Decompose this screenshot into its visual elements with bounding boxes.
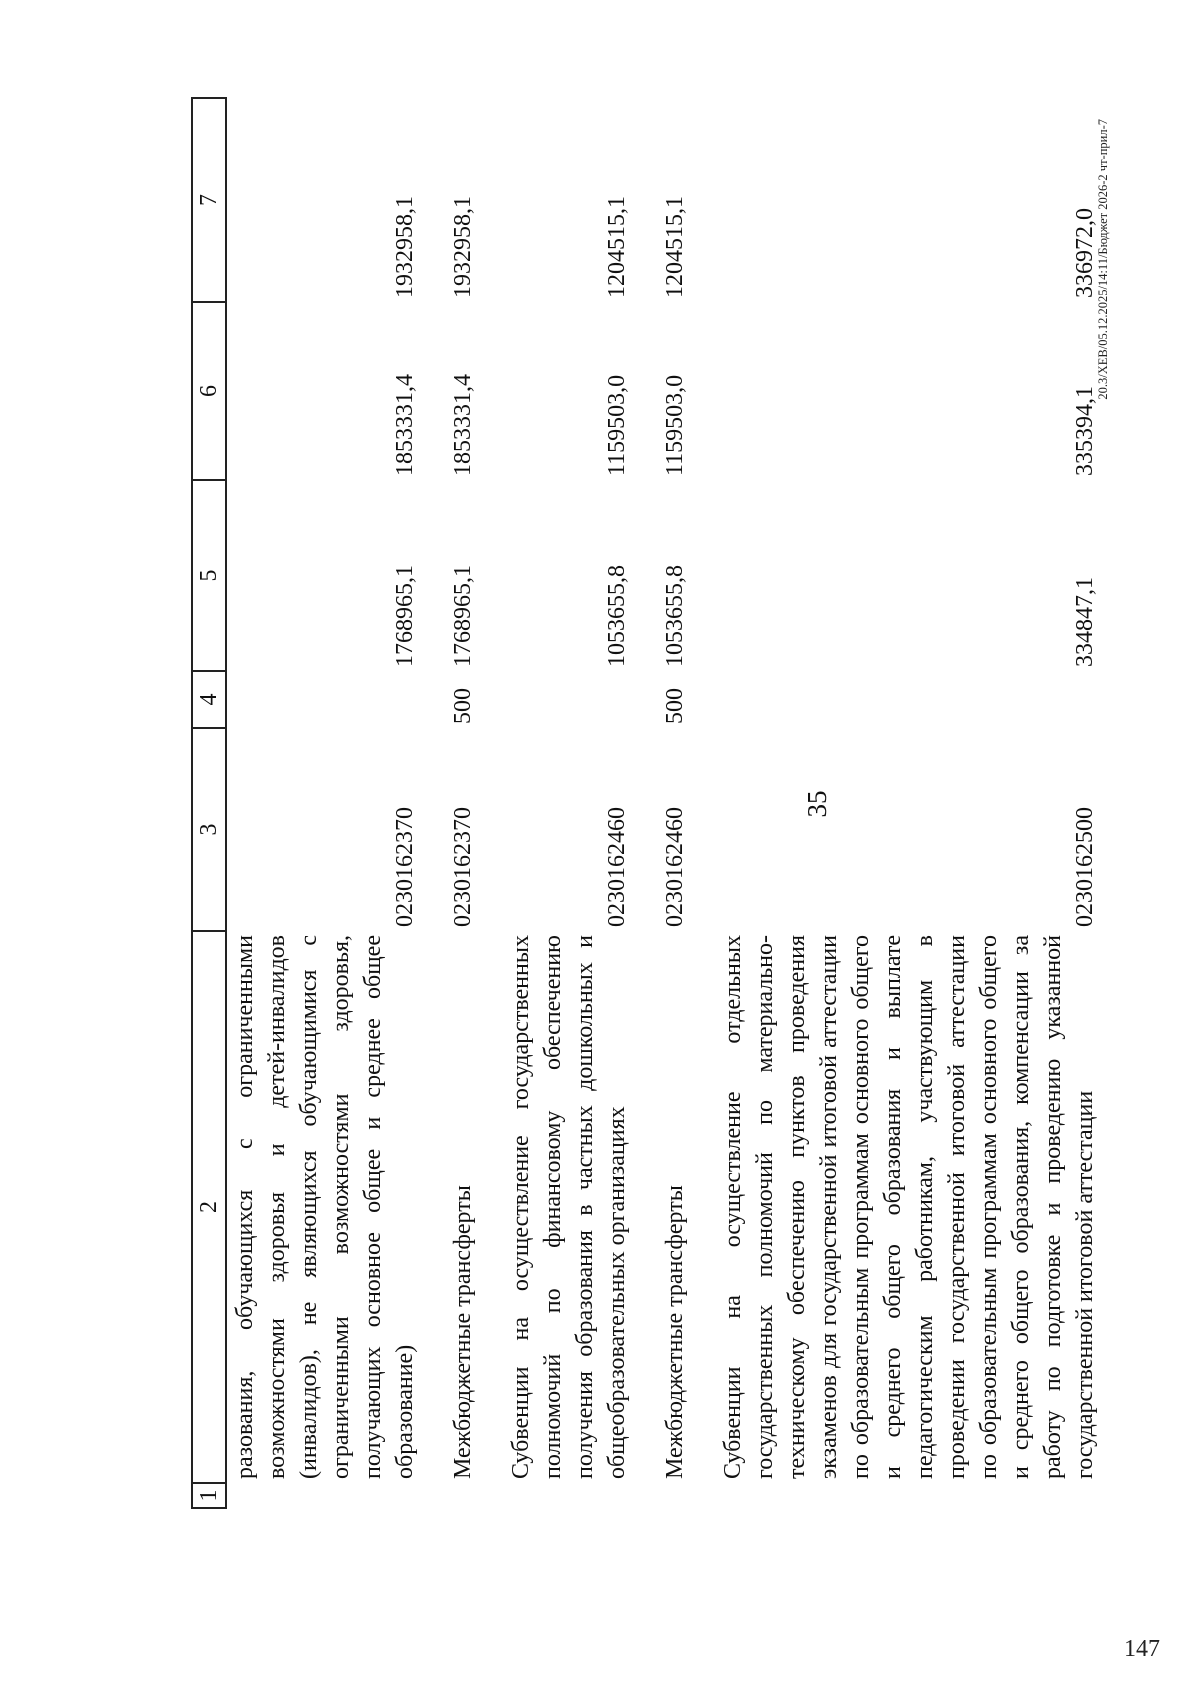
row-amount-col5: 1768965,1 — [450, 565, 476, 667]
table-row — [659, 98, 717, 1508]
sheet-number: 147 — [1124, 1636, 1160, 1662]
row-col-1 — [505, 1483, 659, 1508]
table-row — [505, 98, 659, 1508]
row-amount-col6: 335394,1 — [1072, 386, 1098, 476]
table-row — [447, 98, 505, 1508]
budget-table — [191, 97, 1127, 1509]
row-expense-type — [717, 671, 1127, 728]
rotated-page — [191, 99, 1110, 1509]
row-amount-col6: 1159503,0 — [662, 374, 688, 476]
col-header-6: 6 — [192, 302, 226, 480]
row-amount-col5: 1768965,1 — [392, 565, 418, 667]
row-amount-col7: 1204515,1 — [604, 196, 630, 298]
row-amount-col7: 1932958,1 — [392, 196, 418, 298]
row-expense-type: 500 — [662, 688, 688, 724]
page-number: 35 — [802, 790, 832, 818]
col-header-7: 7 — [192, 98, 226, 302]
row-amount-col6: 1159503,0 — [604, 374, 630, 476]
table-row — [717, 98, 1127, 1508]
row-description: Субвенции на осуществление отдельных государственных полномочий по материально-техническому обеспечению пунктов проведения экзаменов для государственной итоговой аттестации по образовательным программам основного общего и среднего общего образования и выплате педагогическим работникам, участвующим в проведении государственной итоговой аттестации по образовательным программам основного общего и среднего общего образования, компенсации за работу по подготовке и проведению указанной государственной итоговой аттестации — [720, 935, 1098, 1479]
row-col-1 — [717, 1483, 1127, 1508]
row-target-code: 0230162500 — [1072, 807, 1098, 927]
col-header-4: 4 — [192, 671, 226, 728]
row-col-1 — [659, 1483, 717, 1508]
col-header-2: 2 — [192, 931, 226, 1483]
row-amount-col7: 336972,0 — [1072, 208, 1098, 298]
row-description: Субвенции на осуществление государственных полномочий по финансовому обеспечению получения образования в частных дошкольных и общеобразовательных организациях — [508, 935, 630, 1479]
row-description: разования, обучающихся с ограниченными возможностями здоровья и детей-инвалидов (инвалидов), не являющихся обучающимися с ограниченными возможностями здоровья, получающих основное общее и среднее общее образование) — [232, 935, 418, 1479]
row-expense-type: 500 — [450, 688, 476, 724]
row-col-1 — [226, 1483, 447, 1508]
row-col-1 — [447, 1483, 505, 1508]
row-amount-col5: 1053655,8 — [662, 565, 688, 667]
header-row — [192, 98, 226, 1508]
row-amount-col7: 1204515,1 — [662, 196, 688, 298]
row-amount-col5: 1053655,8 — [604, 565, 630, 667]
table-row — [226, 98, 447, 1508]
footer-stamp: 20.3/XEB/05.12.2025/14:11/Бюджет 2026-2 чт-прил-7 — [1096, 119, 1110, 400]
row-target-code: 0230162460 — [662, 807, 688, 927]
row-target-code: 0230162370 — [392, 807, 418, 927]
row-amount-col7: 1932958,1 — [450, 196, 476, 298]
row-expense-type — [505, 671, 659, 728]
row-amount-col6: 1853331,4 — [392, 374, 418, 476]
col-header-3: 3 — [192, 728, 226, 931]
row-description: Межбюджетные трансферты — [662, 1185, 688, 1479]
row-amount-col5: 334847,1 — [1072, 577, 1098, 667]
row-target-code: 0230162370 — [450, 807, 476, 927]
row-expense-type — [226, 671, 447, 728]
row-target-code: 0230162460 — [604, 807, 630, 927]
row-description: Межбюджетные трансферты — [450, 1185, 476, 1479]
col-header-1: 1 — [192, 1483, 226, 1508]
row-amount-col6: 1853331,4 — [450, 374, 476, 476]
col-header-5: 5 — [192, 480, 226, 671]
